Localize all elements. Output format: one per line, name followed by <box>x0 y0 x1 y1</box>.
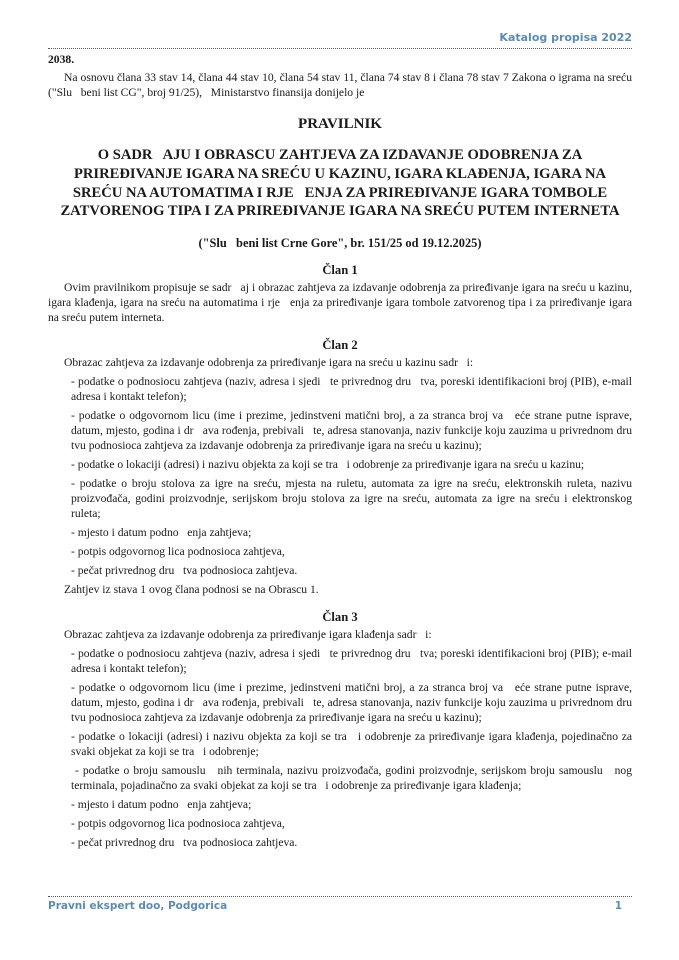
regulation-number: 2038. <box>48 53 75 66</box>
list-item: - podatke o odgovornom licu (ime i prezime, jedinstveni matični broj, a za stranca broj va eće strane putne isprave, datum, mjesto, godina i dr ava rođenja, prebivali te, adresa stanovanja, naziv funkcije koju zauzima u privrednom dru tvu podnosioca zahtjeva za izdavanje odobrenja za priređivanje igara na sreću u kazinu); <box>71 681 641 725</box>
publisher: Pravni ekspert doo, Podgorica <box>48 900 228 912</box>
document-title: O SADR AJU I OBRASCU ZAHTJEVA ZA IZDAVANJE ODOBRENJA ZA PRIREĐIVANJE IGARA NA SREĆU U KAZINU, IGARA KLAĐENJA, IGARA NA SREĆU NA AUTOMATIMA I RJE ENJA ZA PRIREĐIVANJE IGARA TOMBOLE ZATVORENOG TIPA I ZA PRIREĐIVANJE IGARA NA SREĆU PUTEM INTERNETA <box>60 147 620 220</box>
list-item: - podatke o broju samouslu nih terminala, nazivu proizvođača, godini proizvodnje, serijskom broju samouslu nog terminala, pojadinačno za svaki objekat za koji se tra i odobrenje za priređivanje igara klađenja; <box>71 764 635 793</box>
article-3-heading: Član 3 <box>322 610 358 625</box>
page-number: 1 <box>614 900 622 912</box>
list-item: - podatke o podnosiocu zahtjeva (naziv, adresa i sjedi te privrednog dru tva; poreski identifikacioni broj (PIB); e-mail adresa i kontakt telefon); <box>71 647 635 676</box>
list-item: - podatke o lokaciji (adresi) i nazivu objekta za koji se tra i odobrenje za priređivanje igara klađenja, pojedinačno za svaki objekat za koji se tra i odobrenje; <box>71 730 635 759</box>
preamble: Na osnovu člana 33 stav 14, člana 44 stav 10, člana 54 stav 11, člana 74 stav 8 i člana 78 stav 7 Zakona o igrama na sreću ("Slu beni list CG", broj 91/25), Ministarstvo finansija donijelo je <box>48 71 635 99</box>
article-3-list <box>48 646 641 850</box>
page-header <box>48 30 632 49</box>
list-item: - podatke o odgovornom licu (ime i prezime, jedinstveni matični broj, a za stranca broj va eće strane putne isprave, datum, mjesto, godina i dr ava rođenja, prebivali te, adresa stanovanja, naziv funkcije koju zauzima u privrednom dru tvu podnosioca zahtjeva za izdavanje odobrenja za priređivanje igara na sreću u kazinu); <box>71 409 641 453</box>
catalog-title: Katalog propisa 2022 <box>499 31 632 44</box>
list-item: - podatke o lokaciji (adresi) i nazivu objekta za koji se tra i odobrenje za priređivanje igara na sreću u kazinu; <box>71 458 585 472</box>
article-1-text: Ovim pravilnikom propisuje se sadr aj i obrazac zahtjeva za izdavanje odobrenja za priređivanje igara na sreću u kazinu, igara klađenja, igara na sreću na automatima i rje enja za priređivanje igara tombole zatvorenog tipa i za priređivanje igara na sreću putem interneta. <box>48 281 635 325</box>
list-item: - mjesto i datum podno enja zahtjeva; <box>71 526 252 540</box>
article-1-heading: Član 1 <box>322 263 358 278</box>
article-2-heading: Član 2 <box>322 338 358 353</box>
article-2-closing: Zahtjev iz stava 1 ovog člana podnosi se na Obrascu 1. <box>64 583 319 597</box>
list-item: - potpis odgovornog lica podnosioca zahtjeva, <box>71 817 285 831</box>
list-item: - mjesto i datum podno enja zahtjeva; <box>71 798 252 812</box>
list-item: - podatke o broju stolova za igre na sreću, mjesta na ruletu, automata za igre na sreću, elektronskih ruleta, nazivu proizvođača, godini proizvodnje, serijskom broju stolova za igre na sreću, automata za igre na sreću i elektronskog ruleta; <box>71 477 635 521</box>
list-item: - potpis odgovornog lica podnosioca zahtjeva, <box>71 545 285 559</box>
list-item: - podatke o podnosiocu zahtjeva (naziv, adresa i sjedi te privrednog dru tva, poreski identifikacioni broj (PIB), e-mail adresa i kontakt telefon); <box>71 375 635 404</box>
list-item: - pečat privrednog dru tva podnosioca zahtjeva. <box>71 564 298 578</box>
document-heading: PRAVILNIK <box>298 116 382 132</box>
document-body <box>48 52 641 850</box>
article-3-intro: Obrazac zahtjeva za izdavanje odobrenja za priređivanje igara klađenja sadr i: <box>64 628 432 642</box>
page-footer <box>48 896 632 912</box>
gazette-citation: ("Slu beni list Crne Gore", br. 151/25 od 19.12.2025) <box>198 236 482 251</box>
list-item: - pečat privrednog dru tva podnosioca zahtjeva. <box>71 836 298 850</box>
article-2-list <box>48 374 641 578</box>
article-2-intro: Obrazac zahtjeva za izdavanje odobrenja za priređivanje igara na sreću u kazinu sadr i: <box>64 356 474 370</box>
